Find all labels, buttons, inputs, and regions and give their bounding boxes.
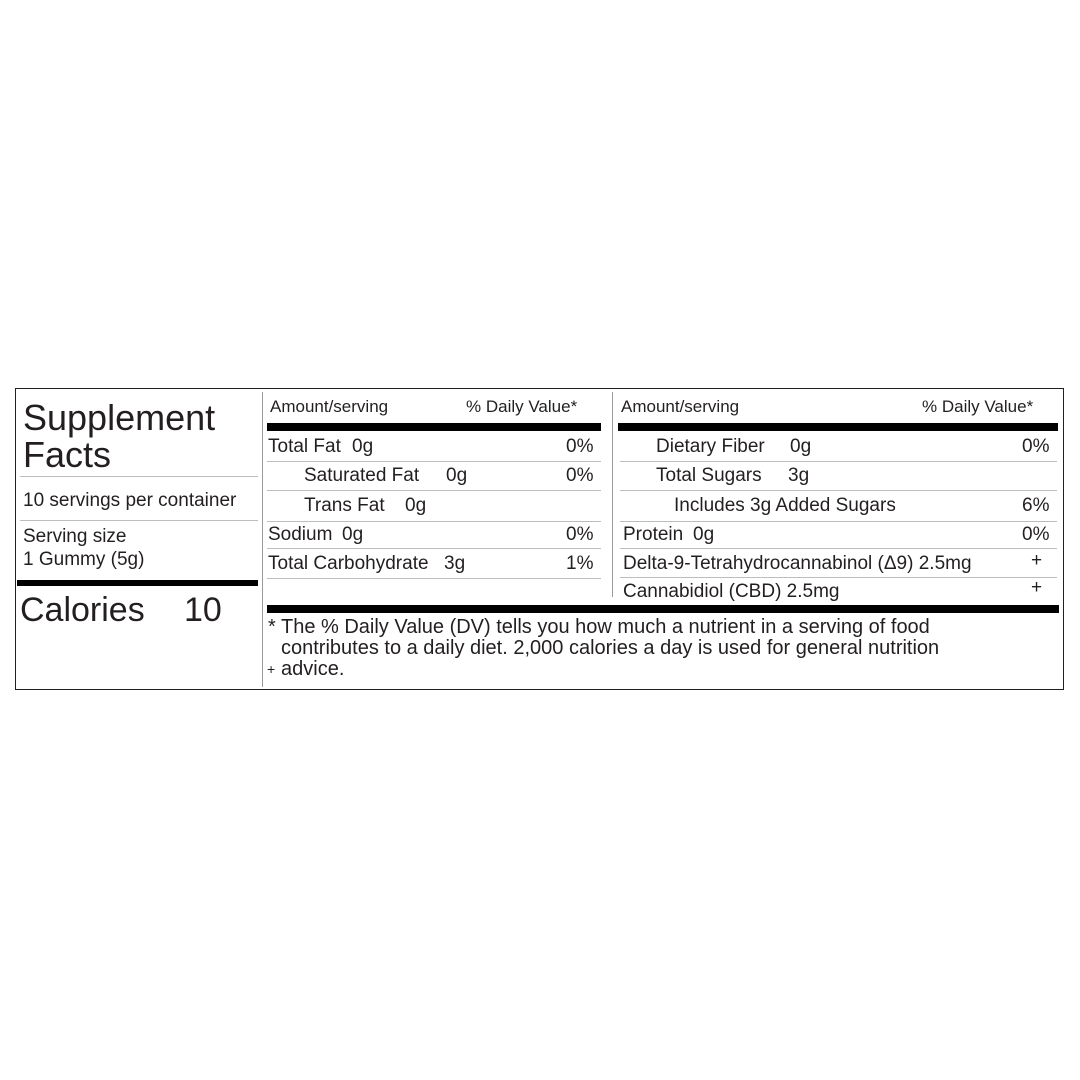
row-divider	[267, 578, 601, 579]
left-row-dv: 0%	[566, 436, 594, 457]
row-divider	[267, 548, 601, 549]
right-row-amount: 0g	[693, 524, 715, 545]
right-row-label: Protein	[623, 524, 684, 545]
right-row-label: Total Sugars	[656, 465, 762, 486]
title-line-2: Facts	[23, 434, 112, 475]
left-row-label: Total Carbohydrate	[268, 553, 429, 574]
left-row-amount: 3g	[444, 553, 466, 574]
row-divider	[267, 521, 601, 522]
row-divider	[267, 490, 601, 491]
servings-per-container: 10 servings per container	[23, 490, 237, 511]
footnote-rule	[267, 605, 1059, 613]
right-row-label: Dietary Fiber	[656, 436, 765, 457]
title-divider	[20, 476, 258, 477]
right-header-dv: % Daily Value*	[922, 397, 1034, 416]
serving-size-label: Serving size	[23, 526, 127, 547]
left-header-rule	[267, 423, 601, 431]
row-divider	[620, 548, 1057, 549]
right-row-dv: +	[1031, 577, 1043, 598]
panel-divider	[262, 392, 263, 687]
title-line-1: Supplement	[23, 397, 216, 438]
left-row-label: Total Fat	[268, 436, 341, 457]
right-row-amount: 3g	[788, 465, 810, 486]
row-divider	[620, 461, 1057, 462]
right-row-label: Includes 3g Added Sugars	[674, 495, 896, 516]
left-row-amount: 0g	[342, 524, 364, 545]
footnote-line-2: contributes to a daily diet. 2,000 calories a day is used for general nutrition	[281, 637, 940, 659]
right-row-dv: 6%	[1022, 495, 1050, 516]
left-row-label: Trans Fat	[304, 495, 385, 516]
left-row-amount: 0g	[405, 495, 427, 516]
servings-divider	[20, 520, 258, 521]
right-row-label: Delta-9-Tetrahydrocannabinol (Δ9) 2.5mg	[623, 553, 972, 574]
footnote-plus-marker: +	[267, 661, 276, 677]
right-row-label: Cannabidiol (CBD) 2.5mg	[623, 581, 840, 602]
right-header-amount: Amount/serving	[621, 397, 740, 416]
left-row-amount: 0g	[446, 465, 468, 486]
right-row-dv: +	[1031, 550, 1043, 571]
calories-value: 10	[184, 591, 222, 629]
footnote-line-1: * The % Daily Value (DV) tells you how much a nutrient in a serving of food	[268, 616, 930, 638]
right-row-dv: 0%	[1022, 436, 1050, 457]
row-divider	[620, 521, 1057, 522]
right-row-amount: 0g	[790, 436, 812, 457]
left-header-dv: % Daily Value*	[466, 397, 578, 416]
left-row-amount: 0g	[352, 436, 374, 457]
column-divider	[612, 392, 613, 597]
calories-rule	[17, 580, 258, 586]
left-row-dv: 1%	[566, 553, 594, 574]
calories-label: Calories	[20, 591, 145, 629]
row-divider	[267, 461, 601, 462]
serving-size-value: 1 Gummy (5g)	[23, 549, 145, 570]
row-divider	[620, 577, 1057, 578]
left-row-dv: 0%	[566, 524, 594, 545]
right-header-rule	[618, 423, 1058, 431]
row-divider	[620, 490, 1057, 491]
right-row-dv: 0%	[1022, 524, 1050, 545]
left-row-label: Saturated Fat	[304, 465, 420, 486]
left-header-amount: Amount/serving	[270, 397, 389, 416]
footnote-line-3: advice.	[281, 658, 345, 680]
left-row-dv: 0%	[566, 465, 594, 486]
left-row-label: Sodium	[268, 524, 333, 545]
